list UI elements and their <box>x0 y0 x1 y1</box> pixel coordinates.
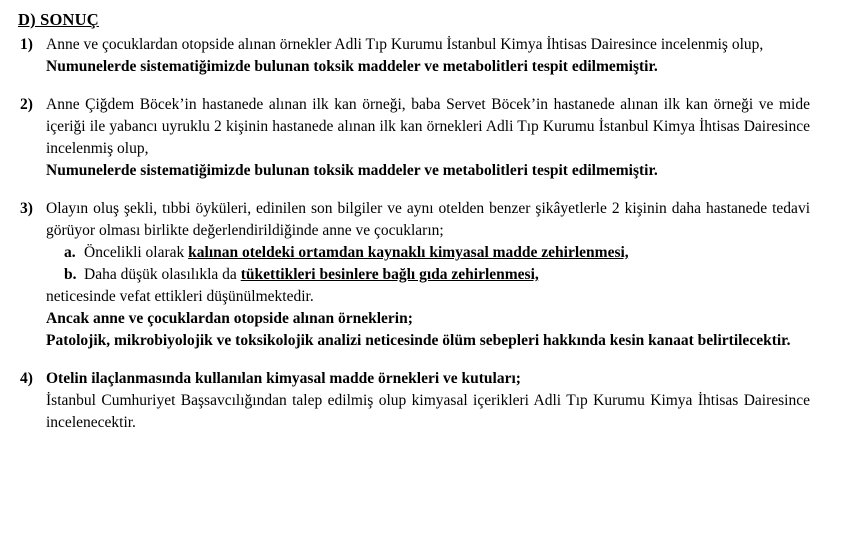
paragraph: Anne Çiğdem Böcek’in hastanede alınan ilk kan örneği, baba Servet Böcek’in hastanede alınan ilk kan örneği ve mide içeriği ile yabancı uyruklu 2 kişinin hastanede alınan ilk kan örnekleri Adli Tıp Kurumu İstanbul Kimya İhtisas Dairesince incelenmiş olup, <box>46 96 810 157</box>
list-item-number: 2) <box>20 96 33 113</box>
list-item <box>18 34 810 78</box>
bold-conclusion: Numunelerde sistematiğimizde bulunan toksik maddeler ve metabolitleri tespit edilmemiştir. <box>46 162 658 179</box>
section-title: D) SONUÇ <box>18 10 99 29</box>
sub-list-item <box>46 264 810 286</box>
sub-list <box>46 242 810 286</box>
paragraph: Olayın oluş şekli, tıbbi öyküleri, edinilen son bilgiler ve aynı otelden benzer şikâyetlerle 2 kişinin daha hastanede tedavi görüyor olması birlikte değerlendirildiğinde anne ve çocukların; <box>46 200 810 239</box>
sub-item-emphasis: tükettikleri besinlere bağlı gıda zehirlenmesi, <box>240 266 539 283</box>
sub-list-item-text <box>84 242 810 264</box>
list-item-number: 1) <box>20 36 33 53</box>
list-item-number: 4) <box>20 370 33 387</box>
sub-list-item-label: b. <box>64 266 77 283</box>
bold-line: Patolojik, mikrobiyolojik ve toksikolojik analizi neticesinde ölüm sebepleri hakkında kesin kanaat belirtilecektir. <box>46 332 791 349</box>
bold-line: Ancak anne ve çocuklardan otopside alınan örneklerin; <box>46 310 413 327</box>
sub-item-emphasis: kalınan oteldeki ortamdan kaynaklı kimyasal madde zehirlenmesi, <box>188 244 629 261</box>
sub-list-item-text <box>84 264 810 286</box>
list-item-body <box>46 198 810 352</box>
bold-conclusion: Numunelerde sistematiğimizde bulunan toksik maddeler ve metabolitleri tespit edilmemiştir. <box>46 58 658 75</box>
sub-item-lead: Daha düşük olasılıkla da <box>84 266 237 283</box>
paragraph-after-sub-list: neticesinde vefat ettikleri düşünülmektedir. <box>46 288 314 305</box>
list-item <box>18 198 810 352</box>
bold-lead: Otelin ilaçlanmasında kullanılan kimyasal madde örnekleri ve kutuları; <box>46 370 521 387</box>
paragraph: Anne ve çocuklardan otopside alınan örnekler Adli Tıp Kurumu İstanbul Kimya İhtisas Dairesince incelenmiş olup, <box>46 36 764 53</box>
list-item-body <box>46 94 810 182</box>
sub-item-lead: Öncelikli olarak <box>84 244 185 261</box>
sub-list-item-label: a. <box>64 244 76 261</box>
list-item <box>18 368 810 434</box>
paragraph: İstanbul Cumhuriyet Başsavcılığından talep edilmiş olup kimyasal içerikleri Adli Tıp Kurumu Kimya İhtisas Dairesince incelenecektir. <box>46 392 810 431</box>
list-item <box>18 94 810 182</box>
sub-list-item <box>46 242 810 264</box>
list-item-body <box>46 368 810 434</box>
list-item-number: 3) <box>20 200 33 217</box>
list-item-body <box>46 34 810 78</box>
